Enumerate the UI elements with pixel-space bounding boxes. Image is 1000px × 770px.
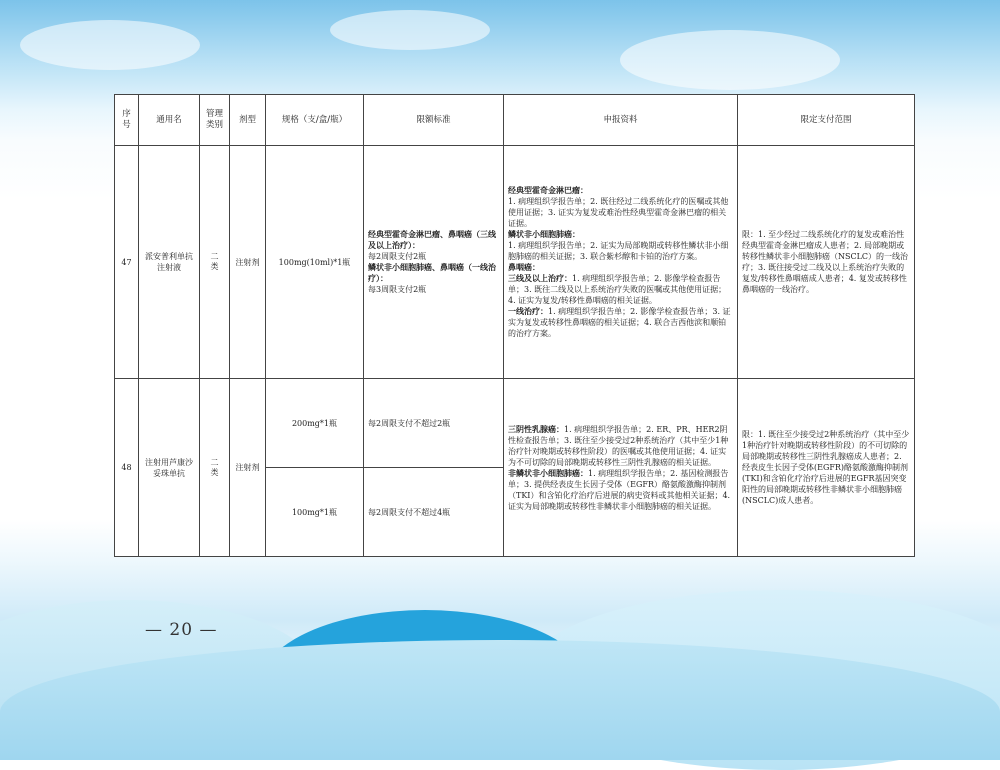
materials-text: 1. 病理组织学报告单；2. 影像学检查报告单；3. 证实为复发或转移性鼻咽癌的相关证据；4. 联合吉西他滨和顺铂的治疗方案。	[508, 307, 731, 338]
payment-scope: 限：1. 既往至少接受过2种系统治疗（其中至少1种治疗针对晚期或转移性阶段）的不可切除的局部晚期或转移性三阴性乳腺癌成人患者；2. 经表皮生长因子受体(EGFR)酪氨酸激酶抑制剂(TKI)和含铂化疗治疗后进展的EGFR基因突变阳性的局部晚期或转移性非鳞状非小细胞肺癌(NSCLC)成人患者。	[738, 379, 915, 557]
materials-text: 1. 病理组织学报告单；2. ER、PR、HER2阴性检查报告单；3. 既往至少接受过2种系统治疗（其中至少1种治疗针对晚期或转移性阶段）的医嘱或其他使用证据；4. 证实为不可切除的局部晚期或转移性三阴性乳腺癌的相关证据。	[508, 424, 729, 467]
payment-scope: 限：1. 至少经过二线系统化疗的复发或难治性经典型霍奇金淋巴瘤成人患者；2. 局部晚期或转移性鳞状非小细胞肺癌（NSCLC）的一线治疗；3. 既往接受过二线及以上系统治疗失败的复发/转移性鼻咽癌成人患者；4. 复发或转移性鼻咽癌的一线治疗。	[738, 146, 915, 379]
drug-form: 注射剂	[230, 146, 266, 379]
header-category: 管理类别	[200, 95, 230, 146]
materials-heading: 三阴性乳腺癌：	[508, 423, 564, 434]
application-materials	[504, 146, 738, 379]
materials-subheading: 一线治疗：	[508, 306, 548, 316]
table-row	[115, 146, 915, 379]
limit-heading: 鳞状非小细胞肺癌、鼻咽癌（一线治疗）：	[368, 262, 496, 283]
limit-text: 每3周限支付2瓶	[368, 285, 427, 294]
limit-standard	[364, 146, 504, 379]
header-row	[115, 95, 915, 146]
drug-category	[200, 379, 230, 557]
materials-heading: 经典型霍奇金淋巴瘤：	[508, 185, 588, 195]
page-number: — 20 —	[145, 620, 218, 640]
materials-text: 1. 病理组织学报告单；2. 证实为局部晚期或转移性鳞状非小细胞肺癌的相关证据；3. 联合紫杉醇和卡铂的治疗方案。	[508, 241, 729, 261]
header-spec: 规格（支/盒/瓶）	[266, 95, 364, 146]
row-no: 47	[115, 146, 139, 379]
materials-heading: 鼻咽癌：	[508, 262, 540, 272]
limit-heading: 经典型霍奇金淋巴瘤、鼻咽癌（三线及以上治疗）：	[368, 229, 496, 250]
header-form: 剂型	[230, 95, 266, 146]
limit-standard: 每2周限支付不超过4瓶	[364, 468, 504, 557]
drug-name: 注射用芦康沙妥珠单抗	[139, 379, 200, 557]
limit-text: 每2周限支付2瓶	[368, 252, 427, 261]
materials-heading: 非鳞状非小细胞肺癌：	[508, 467, 588, 478]
header-scope: 限定支付范围	[738, 95, 915, 146]
header-limit: 限额标准	[364, 95, 504, 146]
drug-spec: 100mg(10ml)*1瓶	[266, 146, 364, 379]
drug-name: 派安普利单抗注射液	[139, 146, 200, 379]
materials-heading: 鳞状非小细胞肺癌：	[508, 229, 580, 239]
header-no: 序号	[115, 95, 139, 146]
drug-category	[200, 146, 230, 379]
drug-table	[114, 94, 915, 557]
drug-form: 注射剂	[230, 379, 266, 557]
row-no: 48	[115, 379, 139, 557]
drug-spec: 100mg*1瓶	[266, 468, 364, 557]
category-text: 二类	[210, 252, 219, 272]
limit-standard: 每2周限支付不超过2瓶	[364, 379, 504, 468]
cloud-decoration	[330, 10, 490, 50]
materials-text: 1. 病理组织学报告单；2. 基因检测报告单；3. 提供经表皮生长因子受体（EGFR）酪氨酸激酶抑制剂（TKI）和含铂化疗治疗后进展的病史资料或其他相关证据；4. 证实为局部晚期或转移性非鳞状非小细胞肺癌的相关证据。	[508, 468, 731, 511]
header-materials: 申报资料	[504, 95, 738, 146]
drug-spec: 200mg*1瓶	[266, 379, 364, 468]
category-text: 二类	[210, 457, 219, 478]
materials-subheading: 三线及以上治疗：	[508, 273, 572, 283]
materials-text: 1. 病理组织学报告单；2. 既往经过二线系统化疗的医嘱或其他使用证据；3. 证实为复发或难治性经典型霍奇金淋巴瘤的相关证据。	[508, 197, 729, 228]
table-row	[115, 379, 915, 468]
header-name: 通用名	[139, 95, 200, 146]
cloud-decoration	[620, 30, 840, 90]
materials-text: 1. 病理组织学报告单；2. 影像学检查报告单；3. 既往二线及以上系统治疗失败的医嘱或其他使用证据；4. 证实为复发/转移性鼻咽癌的相关证据。	[508, 274, 727, 305]
application-materials	[504, 379, 738, 557]
cloud-decoration	[20, 20, 200, 70]
